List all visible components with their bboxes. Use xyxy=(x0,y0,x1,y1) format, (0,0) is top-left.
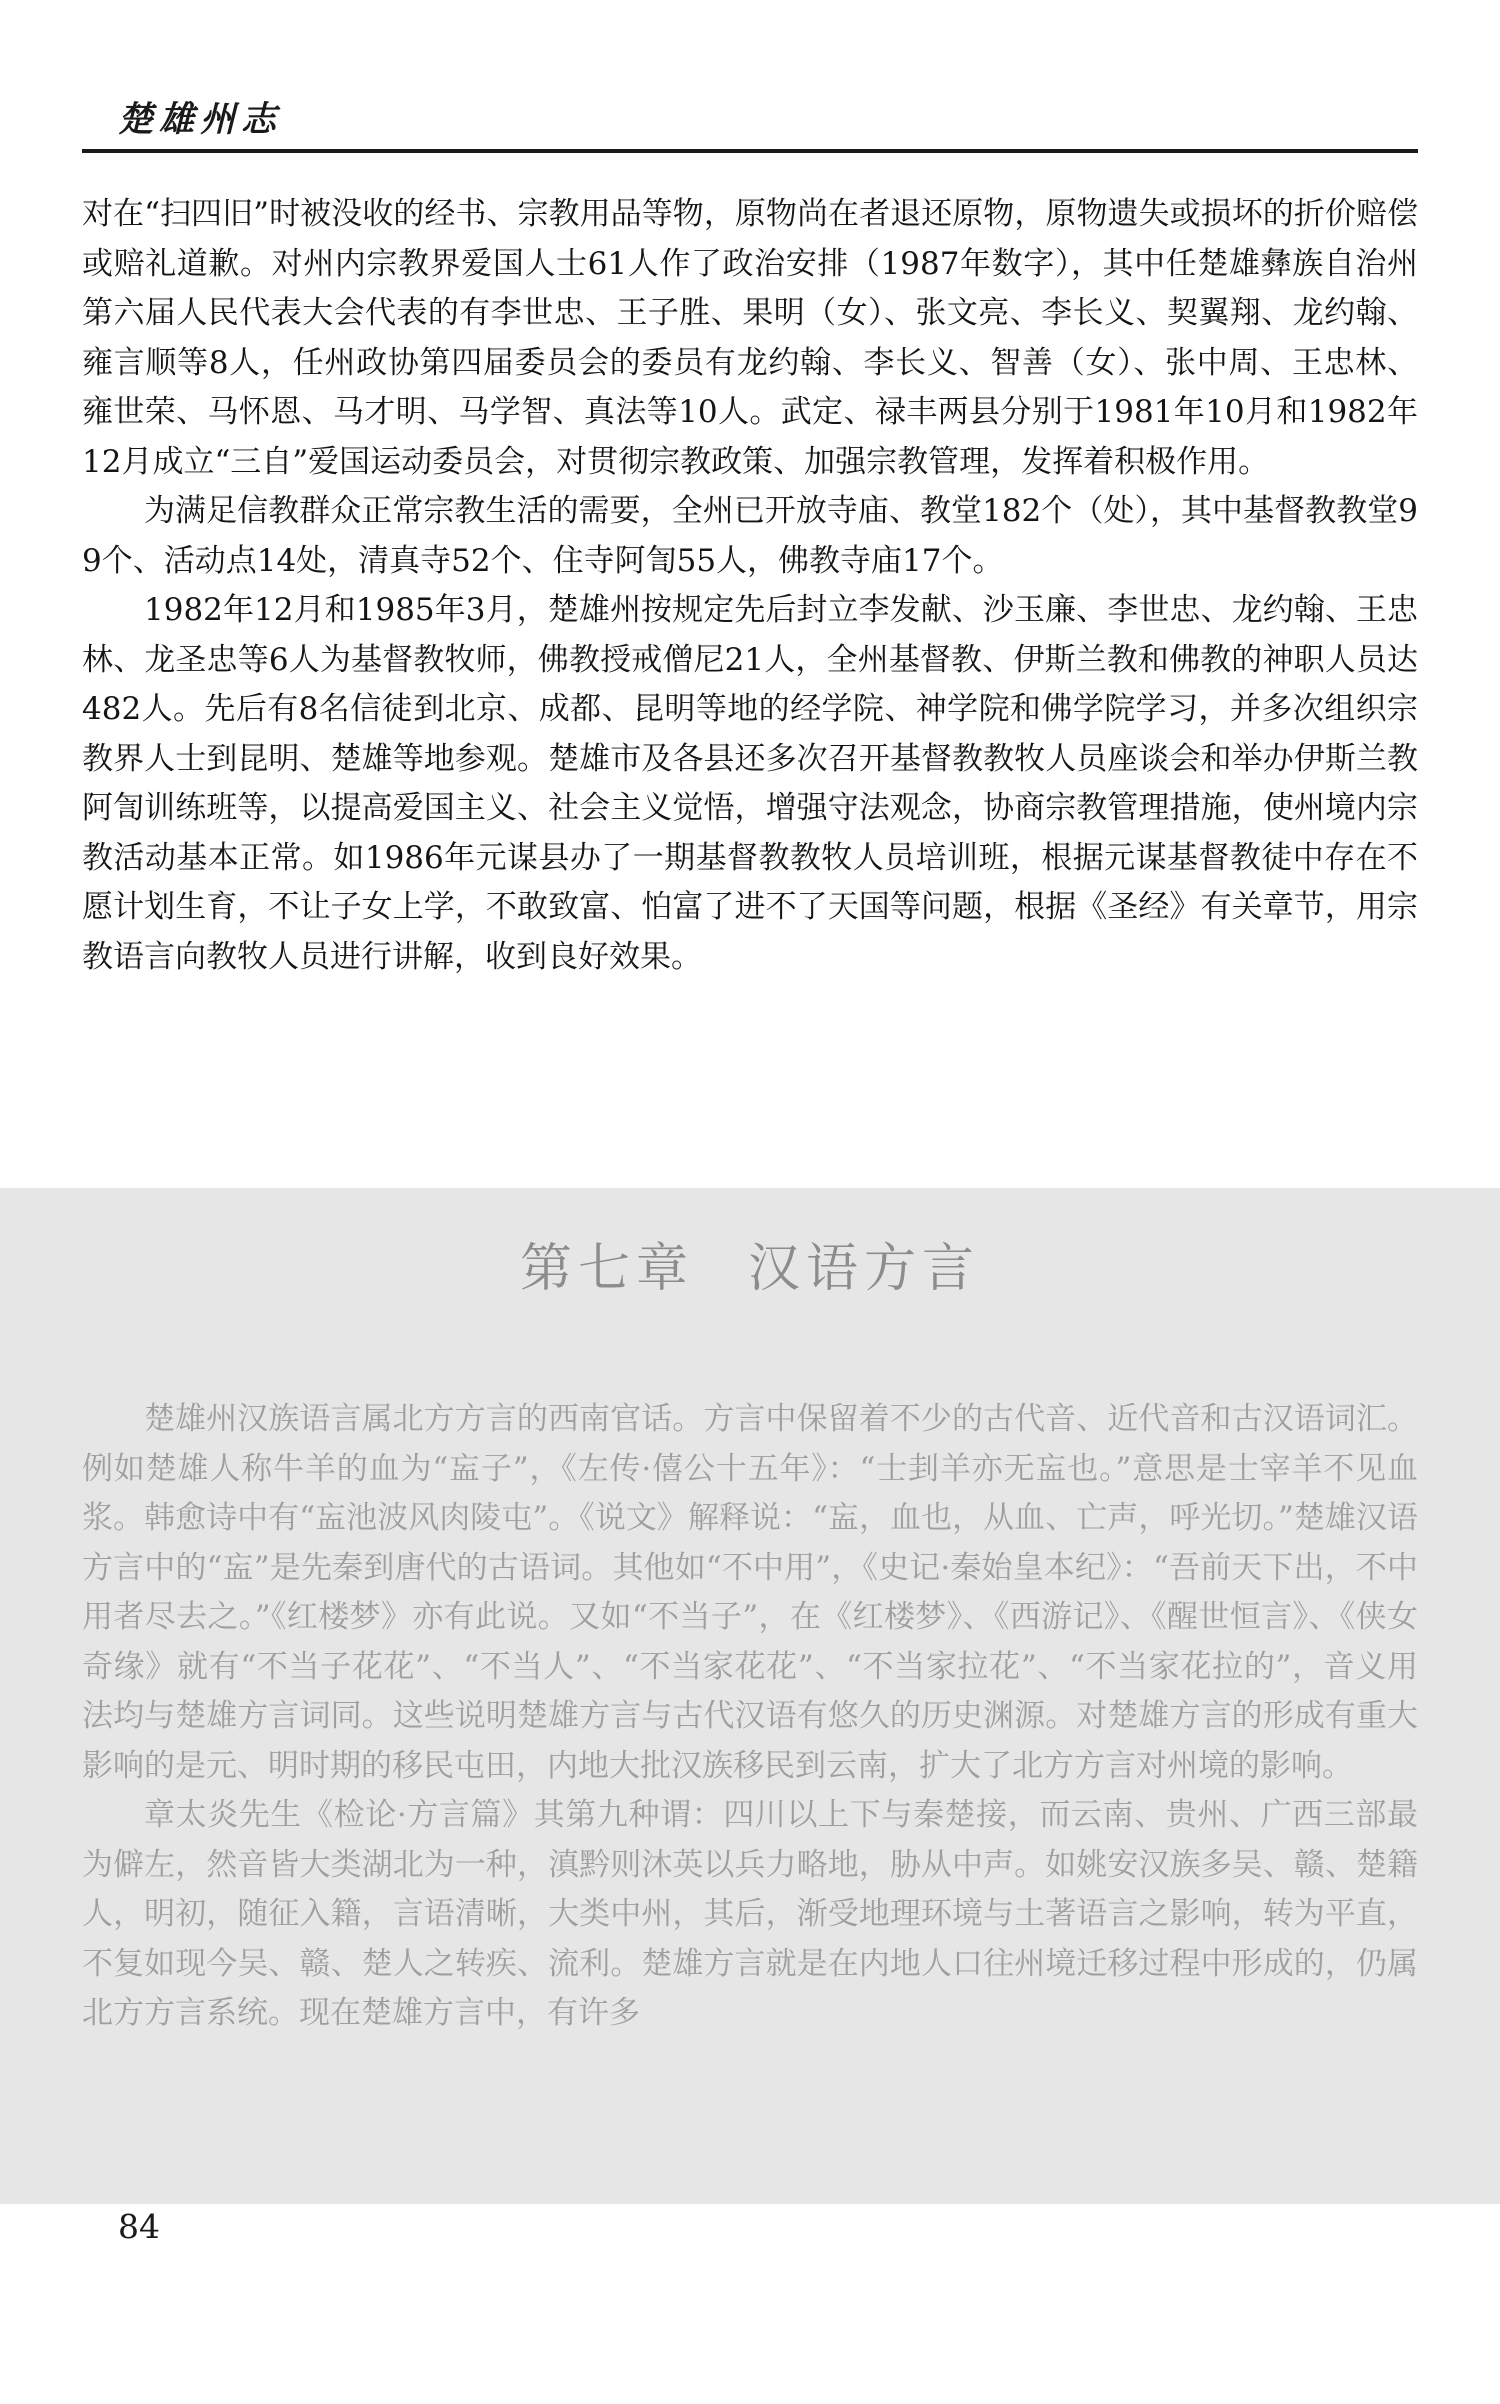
lower-text-block xyxy=(82,1395,1418,2039)
running-header-title: 楚雄州志 xyxy=(118,99,283,140)
paragraph-continued: 对在“扫四旧”时被没收的经书、宗教用品等物，原物尚在者退还原物，原物遗失或损坏的折价赔偿或赔礼道歉。对州内宗教界爱国人士61人作了政治安排（1987年数字），其中任楚雄彝族自治州第六届人民代表大会代表的有李世忠、王子胜、果明（女）、张文亮、李长义、契翼翔、龙约翰、雍言顺等8人，任州政协第四届委员会的委员有龙约翰、李长义、智善（女）、张中周、王忠林、雍世荣、马怀恩、马才明、马学智、真法等10人。武定、禄丰两县分别于1981年10月和1982年12月成立“三自”爱国运动委员会，对贯彻宗教政策、加强宗教管理，发挥着积极作用。 xyxy=(82,196,1418,480)
header-rule xyxy=(82,149,1418,153)
paragraph-zhang-taiyan: 章太炎先生《检论·方言篇》其第九种谓：四川以上下与秦楚接，而云南、贵州、广西三部最为僻左，然音皆大类湖北为一种，滇黔则沐英以兵力略地，胁从中声。如姚安汉族多吴、赣、楚籍人，明初，随征入籍，言语清晰，大类中州，其后，渐受地理环境与土著语言之影响，转为平直，不复如现今吴、赣、楚人之转疾、流利。楚雄方言就是在内地人口往州境迁移过程中形成的，仍属北方方言系统。现在楚雄方言中，有许多 xyxy=(82,1797,1418,2031)
page-number: 84 xyxy=(118,2207,160,2246)
paragraph-dialect-origins: 楚雄州汉族语言属北方方言的西南官话。方言中保留着不少的古代音、近代音和古汉语词汇。例如楚雄人称牛羊的血为“衁子”，《左传·僖公十五年》：“士刲羊亦无衁也。”意思是士宰羊不见血浆。韩愈诗中有“衁池波风肉陵屯”。《说文》解释说：“衁，血也，从血、亡声，呼光切。”楚雄汉语方言中的“衁”是先秦到唐代的古语词。其他如“不中用”，《史记·秦始皇本纪》：“吾前天下出，不中用者尽去之。”《红楼梦》亦有此说。又如“不当子”，在《红楼梦》、《西游记》、《醒世恒言》、《侠女奇缘》就有“不当子花花”、“不当人”、“不当家花花”、“不当家拉花”、“不当家花拉的”，音义用法均与楚雄方言词同。这些说明楚雄方言与古代汉语有悠久的历史渊源。对楚雄方言的形成有重大影响的是元、明时期的移民屯田，内地大批汉族移民到云南，扩大了北方方言对州境的影响。 xyxy=(82,1401,1418,1784)
paragraph-clergy: 1982年12月和1985年3月，楚雄州按规定先后封立李发献、沙玉廉、李世忠、龙约翰、王忠林、龙圣忠等6人为基督教牧师，佛教授戒僧尼21人，全州基督教、伊斯兰教和佛教的神职人员达482人。先后有8名信徒到北京、成都、昆明等地的经学院、神学院和佛学院学习，并多次组织宗教界人士到昆明、楚雄等地参观。楚雄市及各县还多次召开基督教教牧人员座谈会和举办伊斯兰教阿訇训练班等，以提高爱国主义、社会主义觉悟，增强守法观念，协商宗教管理措施，使州境内宗教活动基本正常。如1986年元谋县办了一期基督教教牧人员培训班，根据元谋基督教徒中存在不愿计划生育，不让子女上学，不敢致富、怕富了进不了天国等问题，根据《圣经》有关章节，用宗教语言向教牧人员进行讲解，收到良好效果。 xyxy=(82,592,1418,975)
upper-text-block xyxy=(82,190,1418,982)
chapter-number: 第七章 xyxy=(519,1239,694,1299)
chapter-title: 汉语方言 xyxy=(748,1239,981,1299)
chapter-heading xyxy=(0,1226,1500,1301)
paragraph-venues: 为满足信教群众正常宗教生活的需要，全州已开放寺庙、教堂182个（处），其中基督教教堂99个、活动点14处，清真寺52个、住寺阿訇55人，佛教寺庙17个。 xyxy=(82,493,1418,579)
